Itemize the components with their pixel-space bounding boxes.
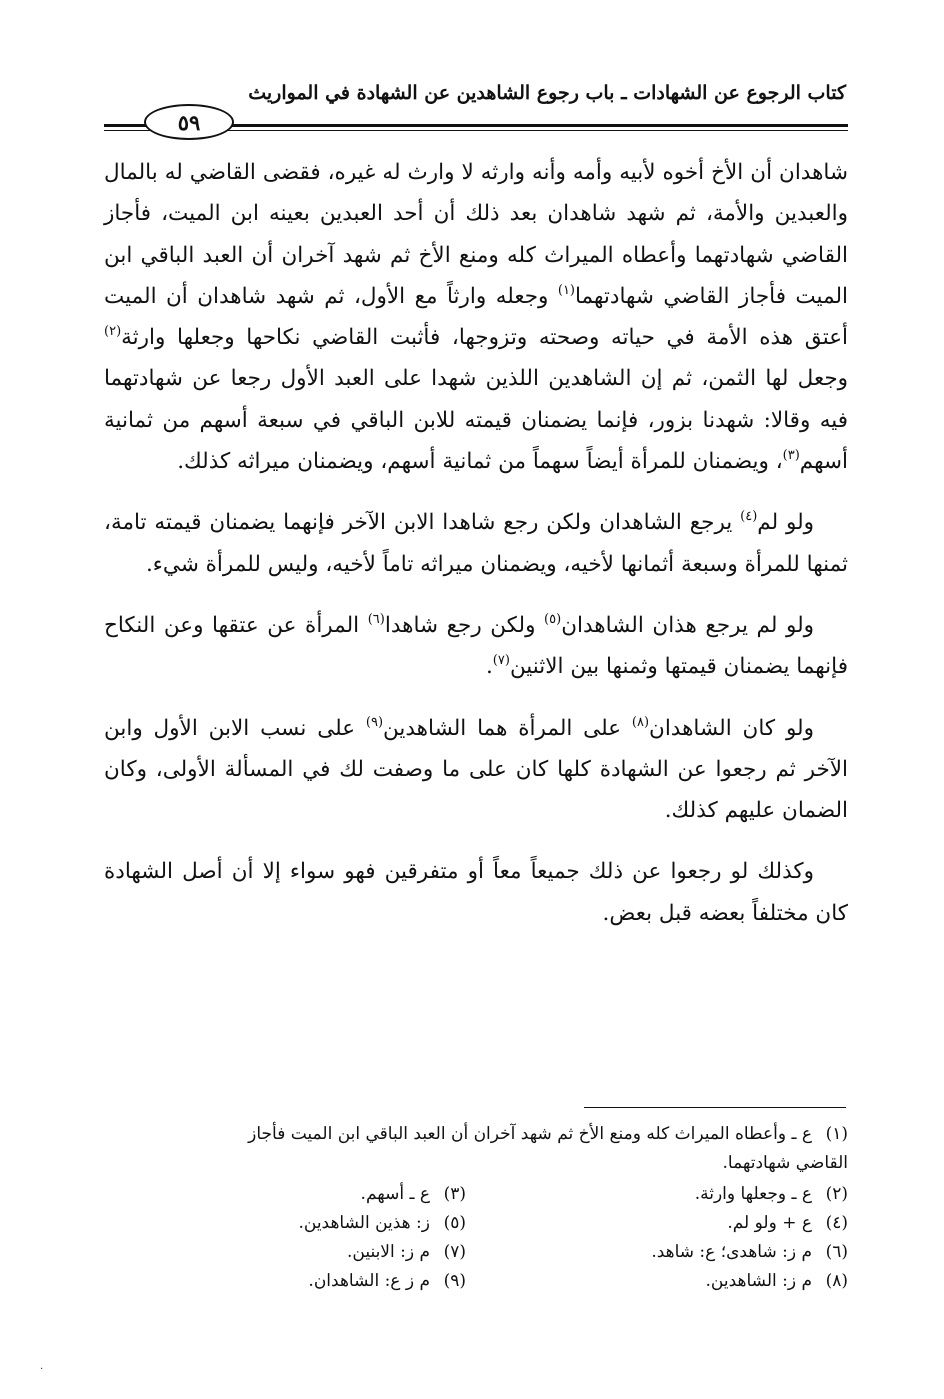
footnote-8	[486, 1267, 848, 1296]
p4-text-1: ولو كان الشاهدان	[649, 715, 814, 741]
paragraph-4	[104, 708, 848, 832]
footnote-9-text: م ز ع: الشاهدان.	[308, 1271, 430, 1291]
footnote-3	[104, 1180, 466, 1209]
p3-text-1: ولو لم يرجع هذان الشاهدان	[561, 612, 815, 638]
footnote-ref-1: (١)	[557, 282, 575, 298]
footnote-2-text: ع ـ وجعلها وارثة.	[694, 1184, 812, 1204]
footnote-4	[486, 1209, 848, 1238]
footnote-5	[104, 1209, 466, 1238]
p4-text-2: على المرأة هما الشاهدين	[383, 715, 632, 741]
p1-text-3: وجعل لها الثمن، ثم إن الشاهدين اللذين شهدا على العبد الأول رجعا عن شهادتهما فيه وقالا: شهدنا بزور، فإنما يضمنان قيمته للابن الباقي في سبعة أسهم من ثمانية أسهم	[104, 366, 848, 475]
footnote-2-number: (٢)	[825, 1184, 848, 1204]
paragraph-2	[104, 502, 848, 585]
footnote-4-text: ع + ولو لم.	[727, 1213, 812, 1233]
paragraph-3	[104, 605, 848, 688]
p1-text-4: ، ويضمنان للمرأة أيضاً سهماً من ثمانية أسهم، ويضمنان ميراثه كذلك.	[177, 449, 783, 475]
paragraph-1	[104, 152, 848, 482]
footnote-2	[486, 1180, 848, 1209]
footnote-6	[486, 1238, 848, 1267]
footnote-4-number: (٤)	[825, 1213, 848, 1233]
p3-text-3: المرأة عن عتقها وعن النكاح فإنهما يضمنان قيمتها وثمنها بين الاثنين	[104, 612, 848, 680]
footnote-grid	[104, 1180, 848, 1296]
p3-text-4: .	[485, 654, 493, 680]
p5-text-1: وكذلك لو رجعوا عن ذلك جميعاً معاً أو متفرقين فهو سواء إلا أن أصل الشهادة كان مختلفاً بعضه قبل بعض.	[104, 859, 848, 926]
footnote-separator	[584, 1107, 846, 1108]
footnote-ref-4: (٤)	[740, 509, 758, 525]
footnote-1-number: (١)	[825, 1124, 848, 1144]
footnote-1-continuation: القاضي شهادتهما.	[722, 1153, 848, 1173]
footnote-7	[104, 1238, 466, 1267]
footnote-ref-2: (٢)	[104, 324, 122, 340]
p2-text-1: ولو لم	[757, 510, 814, 536]
footnote-ref-8: (٨)	[631, 714, 650, 730]
footnote-ref-6: (٦)	[367, 611, 385, 627]
footnote-8-number: (٨)	[825, 1271, 848, 1291]
footnote-7-text: م ز: الابنين.	[346, 1242, 430, 1262]
footnote-6-text: م ز: شاهدى؛ ع: شاهد.	[651, 1242, 812, 1262]
footnote-1-text: ع ـ وأعطاه الميراث كله ومنع الأخ ثم شهد آخران أن العبد الباقي ابن الميت فأجاز	[248, 1124, 812, 1144]
running-head: كتاب الرجوع عن الشهادات ـ باب رجوع الشاهدين عن الشهادة في المواريث	[248, 82, 846, 104]
footnote-ref-3: (٣)	[782, 448, 800, 464]
footnote-6-number: (٦)	[825, 1242, 848, 1262]
paragraph-5	[104, 851, 848, 934]
footnote-ref-7: (٧)	[492, 653, 510, 669]
footnote-5-number: (٥)	[443, 1213, 466, 1233]
page-number	[144, 104, 234, 140]
main-text	[104, 152, 848, 954]
page-number-text: ٥٩	[177, 109, 201, 135]
footnote-5-text: ز: هذين الشاهدين.	[298, 1213, 430, 1233]
footnote-3-text: ع ـ أسهم.	[360, 1184, 430, 1204]
scan-speck: ·	[40, 1364, 44, 1375]
footnote-9	[104, 1267, 466, 1296]
footnote-ref-5: (٥)	[544, 611, 562, 627]
footnote-8-text: م ز: الشاهدين.	[705, 1271, 812, 1291]
footnote-ref-9: (٩)	[365, 714, 384, 730]
p4-text-3: على نسب الابن الأول وابن الآخر ثم رجعوا عن الشهادة كلها كان على ما وصفت لك في المسألة الأولى، وكان الضمان عليهم كذلك.	[104, 715, 848, 824]
p2-text-2: يرجع الشاهدان ولكن رجع شاهدا الابن الآخر فإنهما يضمنان قيمته تامة، ثمنها للمرأة وسبعة أثمانها لأخيه، ويضمنان ميراثه تاماً لأخيه، وليس للمرأة شيء.	[104, 510, 848, 577]
footnote-7-number: (٧)	[443, 1242, 466, 1262]
p1-text-1: شاهدان أن الأخ أخوه لأبيه وأمه وأنه وارثه لا وارث له غيره، فقضى القاضي له بالمال والعبدين والأمة، ثم شهد شاهدان بعد ذلك أن أحد العبدين بعينه ابن الميت، فأجاز القاضي شهادتهما وأعطاه الميراث كله ومنع الأخ ثم شهد آخران أن العبد الباقي ابن الميت فأجاز القاضي شهادتهما	[104, 160, 848, 309]
p3-text-2: ولكن رجع شاهدا	[384, 612, 545, 638]
footnote-3-number: (٣)	[443, 1184, 466, 1204]
footnotes	[104, 1120, 848, 1296]
p1-text-2: وجعله وارثاً مع الأول، ثم شهد شاهدان أن الميت أعتق هذه الأمة في حياته وصحته وتزوجها، فأثبت القاضي نكاحها وجعلها وارثة	[104, 283, 848, 351]
footnote-1	[104, 1120, 848, 1149]
footnote-9-number: (٩)	[443, 1271, 466, 1291]
